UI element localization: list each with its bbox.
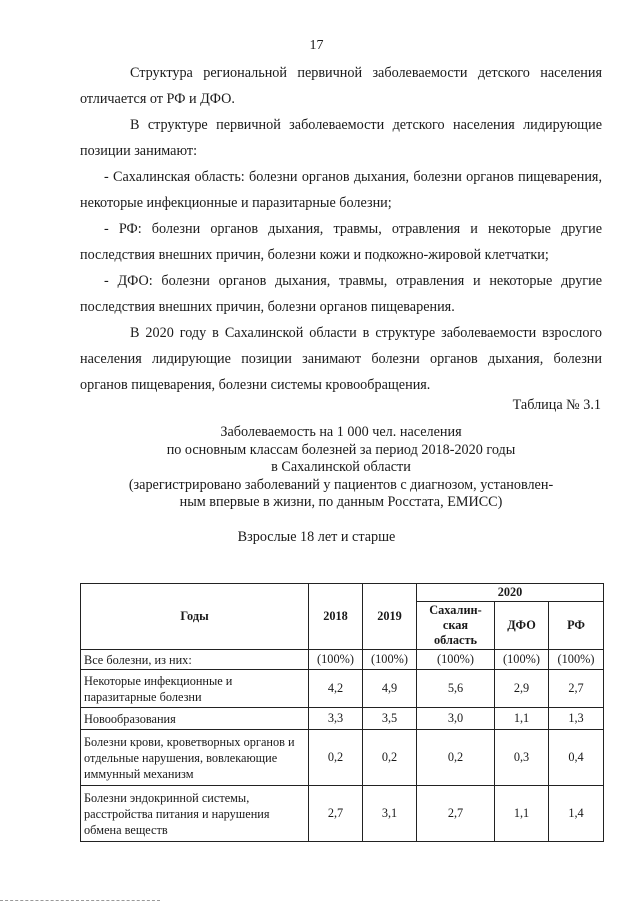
paragraph-adults-2020: В 2020 году в Сахалинской области в структуре заболеваемости взрослого населения лидирующие позиции занимают болезни органов дыхания, болезни органов пищеварения, болезни системы кровообращения. — [80, 325, 602, 393]
caption-line: (зарегистрировано заболеваний у пациентов с диагнозом, установлен- — [128, 476, 554, 493]
cell-2018: (100%) — [309, 650, 363, 670]
cell-2019: 3,5 — [363, 708, 417, 730]
paragraph-intro: Структура региональной первичной заболеваемости детского населения отличается от РФ и ДФО. — [80, 65, 602, 107]
caption-line: Заболеваемость на 1 000 чел. населения — [220, 424, 462, 440]
cell-rf: 2,7 — [549, 670, 604, 708]
cell-region: 0,2 — [417, 730, 495, 786]
cell-dfo: 0,3 — [495, 730, 549, 786]
paragraph-leading-positions: В структуре первичной заболеваемости детского населения лидирующие позиции занимают: — [80, 117, 602, 159]
cell-rf: (100%) — [549, 650, 604, 670]
row-name: Болезни крови, кроветворных органов и отдельные нарушения, вовлекающие иммунный механизм — [81, 730, 309, 786]
header-years: Годы — [81, 584, 309, 650]
cell-dfo: (100%) — [495, 650, 549, 670]
table-header-row — [81, 584, 604, 602]
caption-line: в Сахалинской области — [271, 459, 411, 475]
cell-region: 2,7 — [417, 786, 495, 842]
table-caption — [80, 424, 602, 512]
cell-rf: 1,3 — [549, 708, 604, 730]
paragraph-dfo: - ДФО: болезни органов дыхания, травмы, отравления и некоторые другие последствия внешних причин, болезни органов пищеварения. — [80, 273, 602, 315]
cell-2019: 4,9 — [363, 670, 417, 708]
cell-2019: (100%) — [363, 650, 417, 670]
cell-region: 5,6 — [417, 670, 495, 708]
cell-2018: 2,7 — [309, 786, 363, 842]
table-label: Таблица № 3.1 — [512, 397, 601, 413]
table-row — [81, 670, 604, 708]
page-number: 17 — [309, 38, 324, 53]
table-row — [81, 730, 604, 786]
table-subcaption: Взрослые 18 лет и старше — [237, 529, 396, 545]
row-name: Некоторые инфекционные и паразитарные болезни — [81, 670, 309, 708]
paragraph-sakhalin: - Сахалинская область: болезни органов дыхания, болезни органов пищеварения, некоторые инфекционные и паразитарные болезни; — [80, 169, 602, 211]
table-row — [81, 708, 604, 730]
cell-2018: 4,2 — [309, 670, 363, 708]
row-name: Новообразования — [81, 708, 309, 730]
footer-divider — [0, 900, 160, 901]
cell-region: 3,0 — [417, 708, 495, 730]
cell-rf: 0,4 — [549, 730, 604, 786]
cell-2018: 3,3 — [309, 708, 363, 730]
cell-dfo: 1,1 — [495, 786, 549, 842]
cell-2019: 0,2 — [363, 730, 417, 786]
header-2019: 2019 — [363, 584, 417, 650]
row-name: Все болезни, из них: — [81, 650, 309, 670]
cell-rf: 1,4 — [549, 786, 604, 842]
cell-2019: 3,1 — [363, 786, 417, 842]
caption-line: по основным классам болезней за период 2018-2020 годы — [166, 441, 516, 458]
header-region: Сахалин-ская область — [417, 602, 495, 650]
cell-dfo: 1,1 — [495, 708, 549, 730]
header-rf: РФ — [549, 602, 604, 650]
paragraph-rf: - РФ: болезни органов дыхания, травмы, отравления и некоторые другие последствия внешних причин, болезни кожи и подкожно-жировой клетчатки; — [80, 221, 602, 263]
cell-dfo: 2,9 — [495, 670, 549, 708]
table-row — [81, 786, 604, 842]
morbidity-table — [80, 583, 604, 842]
cell-region: (100%) — [417, 650, 495, 670]
header-dfo: ДФО — [495, 602, 549, 650]
row-name: Болезни эндокринной системы, расстройства питания и нарушения обмена веществ — [81, 786, 309, 842]
caption-line: ным впервые в жизни, по данным Росстата, ЕМИСС) — [179, 494, 503, 510]
table-row — [81, 650, 604, 670]
header-2018: 2018 — [309, 584, 363, 650]
header-2020: 2020 — [417, 584, 604, 602]
cell-2018: 0,2 — [309, 730, 363, 786]
